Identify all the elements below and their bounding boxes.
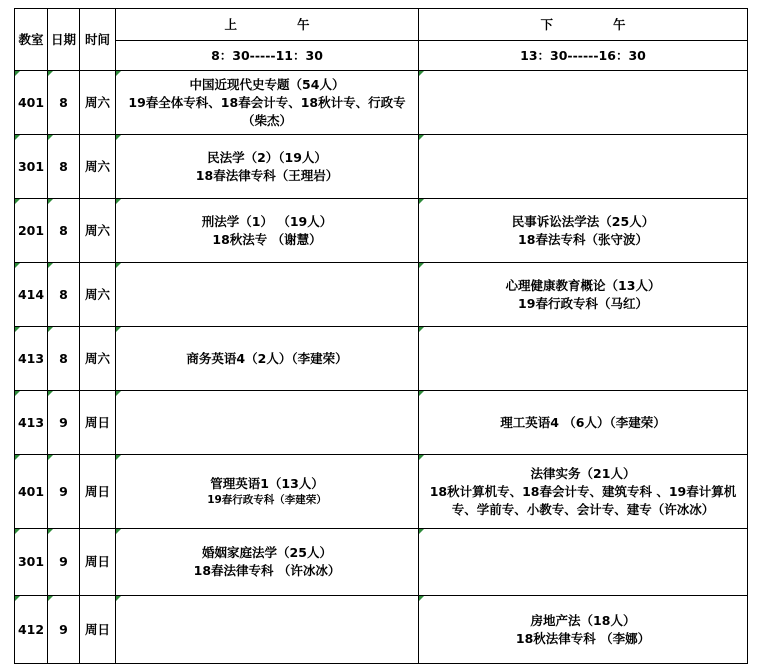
exam-text-line: 婚姻家庭法学（25人）: [202, 545, 332, 560]
exam-text-line: 理工英语4 （6人）（李建荣）: [500, 414, 666, 430]
table-row: [15, 135, 748, 199]
table-row: [15, 199, 748, 263]
date-cell: 8: [48, 327, 80, 391]
exam-text-line: 刑法学（1） （19人）: [201, 213, 333, 229]
morning-exam-cell: [116, 263, 419, 327]
day-cell: 周六: [80, 71, 116, 135]
header-time: 时间: [80, 9, 116, 71]
day-cell: 周六: [80, 263, 116, 327]
exam-text-line: 18秋法专 （谢慧）: [212, 231, 322, 247]
exam-text-line: 18春法专科（张守波）: [518, 231, 648, 247]
day-cell: 周日: [80, 529, 116, 596]
exam-text-line: 中国近现代史专题（54人）: [189, 76, 345, 92]
exam-text-line: 18秋计算机专、18春会计专、建筑专科 、19春计算机专、学前专、小教专、会计专、建专（许冰冰）: [429, 483, 737, 517]
exam-text-line: 民法学（2）（19人）: [207, 149, 327, 165]
header-morning: 上 午: [116, 9, 419, 41]
date-cell: 8: [48, 135, 80, 199]
date-cell: 8: [48, 199, 80, 263]
room-cell: 201: [15, 199, 48, 263]
date-cell: 9: [48, 596, 80, 664]
exam-text-line: 18春法律专科 （许冰冰）: [193, 563, 341, 578]
exam-text-line: 民事诉讼法学法（25人）: [511, 213, 655, 229]
exam-text-line: 18春法律专科（王理岩）: [195, 167, 339, 183]
header-afternoon: 下 午: [419, 9, 748, 41]
table-row: [15, 263, 748, 327]
morning-exam-cell: [116, 529, 419, 596]
exam-text-line: 19春行政专科（马红）: [518, 295, 648, 311]
exam-text-line: 法律实务（21人）: [530, 465, 636, 481]
morning-exam-cell: [116, 596, 419, 664]
day-cell: 周日: [80, 391, 116, 455]
room-cell: 413: [15, 391, 48, 455]
date-cell: 8: [48, 71, 80, 135]
morning-exam-cell: [116, 135, 419, 199]
table-row: [15, 71, 748, 135]
room-cell: 413: [15, 327, 48, 391]
room-cell: 401: [15, 455, 48, 529]
table-row: [15, 455, 748, 529]
room-cell: 401: [15, 71, 48, 135]
afternoon-exam-cell: [419, 529, 748, 596]
exam-text-line: 房地产法（18人）: [530, 612, 636, 628]
afternoon-exam-cell: [419, 263, 748, 327]
afternoon-exam-cell: [419, 135, 748, 199]
exam-text-line: 19春行政专科（李建荣）: [207, 494, 327, 506]
exam-text-line: 心理健康教育概论（13人）: [505, 277, 661, 293]
morning-time-range: 8：30-----11：30: [116, 41, 419, 71]
date-cell: 8: [48, 263, 80, 327]
afternoon-exam-cell: [419, 455, 748, 529]
afternoon-exam-cell: [419, 596, 748, 664]
morning-exam-cell: [116, 327, 419, 391]
afternoon-exam-cell: [419, 199, 748, 263]
day-cell: 周六: [80, 135, 116, 199]
day-cell: 周日: [80, 596, 116, 664]
header-room: 教室: [15, 9, 48, 71]
exam-schedule-table: [14, 8, 748, 664]
room-cell: 412: [15, 596, 48, 664]
date-cell: 9: [48, 529, 80, 596]
afternoon-exam-cell: [419, 71, 748, 135]
room-cell: 301: [15, 529, 48, 596]
morning-exam-cell: [116, 71, 419, 135]
afternoon-time-range: 13：30------16：30: [419, 41, 748, 71]
room-cell: 301: [15, 135, 48, 199]
table-row: [15, 529, 748, 596]
exam-text-line: 商务英语4（2人）（李建荣）: [186, 350, 348, 366]
afternoon-exam-cell: [419, 327, 748, 391]
exam-text-line: 18秋法律专科 （李娜）: [515, 630, 651, 646]
date-cell: 9: [48, 391, 80, 455]
room-cell: 414: [15, 263, 48, 327]
table-row: [15, 596, 748, 664]
morning-exam-cell: [116, 455, 419, 529]
header-date: 日期: [48, 9, 80, 71]
table-row: [15, 327, 748, 391]
table-row: [15, 391, 748, 455]
day-cell: 周六: [80, 327, 116, 391]
afternoon-exam-cell: [419, 391, 748, 455]
morning-exam-cell: [116, 391, 419, 455]
morning-exam-cell: [116, 199, 419, 263]
date-cell: 9: [48, 455, 80, 529]
exam-text-line: 19春全体专科、18春会计专、18秋计专、行政专（柴杰）: [128, 94, 406, 128]
day-cell: 周日: [80, 455, 116, 529]
exam-text-line: 管理英语1（13人）: [210, 476, 324, 491]
day-cell: 周六: [80, 199, 116, 263]
